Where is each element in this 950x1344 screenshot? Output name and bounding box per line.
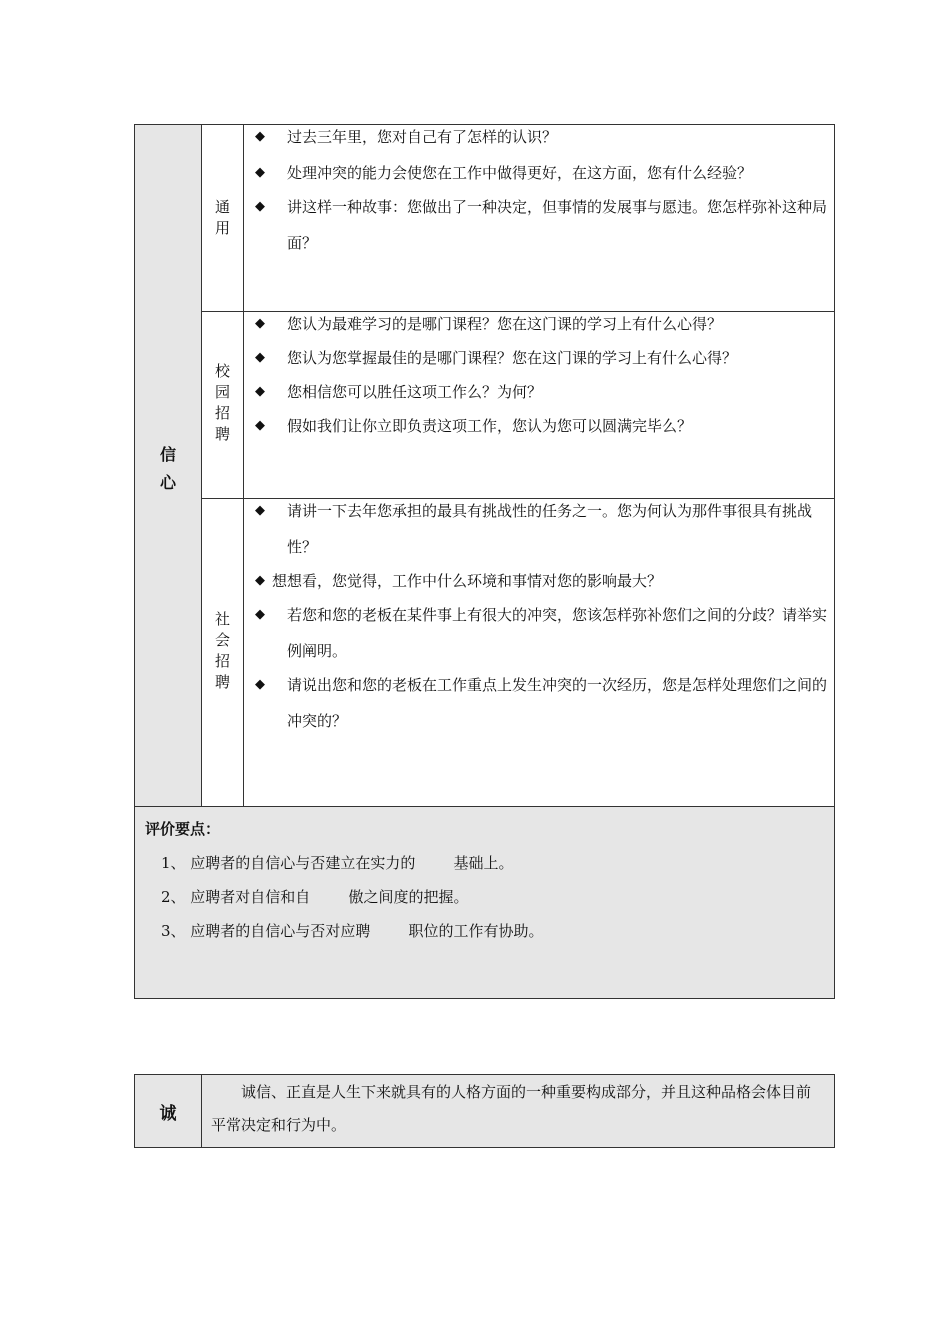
integrity-table (134, 1074, 835, 1148)
question-text: 请讲一下去年您承担的最具有挑战性的任务之一。您为何认为那件事很具有挑战性？ (287, 502, 813, 556)
question-text: 处理冲突的能力会使您在工作中做得更好，在这方面，您有什么经验？ (287, 164, 753, 182)
diamond-bullet-icon: ◆ (255, 384, 265, 399)
diamond-bullet-icon: ◆ (255, 316, 265, 331)
evaluation-title: 评价要点： (145, 820, 221, 838)
diamond-bullet-icon: ◆ (255, 573, 265, 588)
category-label: 诚 (159, 1104, 177, 1124)
diamond-bullet-icon: ◆ (255, 677, 265, 692)
diamond-bullet-icon: ◆ (255, 607, 265, 622)
question-cell-general (244, 125, 834, 312)
integrity-description: 诚信、正直是人生下来就具有的人格方面的一种重要构成部分，并且这种品格会体目前平常决定和行为中。 (211, 1083, 812, 1134)
confidence-question-table (134, 124, 835, 999)
question-cell-campus (244, 312, 834, 499)
question-text: 请说出您和您的老板在工作重点上发生冲突的一次经历，您是怎样处理您们之间的冲突的？ (287, 676, 828, 730)
subcategory-label: 通 用 (214, 198, 230, 237)
subcategory-cell-general (202, 125, 244, 312)
question-text: 讲这样一种故事：您做出了一种决定，但事情的发展事与愿违。您怎样弥补这种局面？ (287, 198, 828, 252)
subcategory-cell-social (202, 499, 244, 806)
diamond-bullet-icon: ◆ (255, 199, 265, 214)
diamond-bullet-icon: ◆ (255, 129, 265, 144)
evaluation-point: 2、 应聘者对自信和自 傲之间度的把握。 (161, 888, 469, 906)
question-text: 若您和您的老板在某件事上有很大的冲突，您该怎样弥补您们之间的分歧？请举实例阐明。 (287, 606, 828, 660)
diamond-bullet-icon: ◆ (255, 350, 265, 365)
category-cell-confidence (135, 125, 202, 806)
category-cell-integrity (135, 1075, 202, 1147)
question-text: 您相信您可以胜任这项工作么？为何？ (287, 383, 543, 401)
diamond-bullet-icon: ◆ (255, 165, 265, 180)
question-text: 过去三年里，您对自己有了怎样的认识？ (287, 128, 558, 146)
question-text: 您认为最难学习的是哪门课程？您在这门课的学习上有什么心得？ (287, 315, 723, 333)
evaluation-points-cell (135, 806, 834, 998)
subcategory-label: 校 园 招 聘 (214, 362, 230, 443)
subcategory-label: 社 会 招 聘 (214, 610, 230, 691)
diamond-bullet-icon: ◆ (255, 418, 265, 433)
category-label: 信 心 (159, 445, 176, 492)
question-cell-social (244, 499, 834, 806)
evaluation-point: 3、 应聘者的自信心与否对应聘 职位的工作有协助。 (161, 922, 544, 940)
question-text: 您认为您掌握最佳的是哪门课程？您在这门课的学习上有什么心得？ (287, 349, 738, 367)
question-text: 假如我们让你立即负责这项工作，您认为您可以圆满完毕么？ (287, 417, 693, 435)
question-text: 想想看，您觉得，工作中什么环境和事情对您的影响最大？ (272, 572, 663, 590)
diamond-bullet-icon: ◆ (255, 503, 265, 518)
subcategory-cell-campus (202, 312, 244, 499)
evaluation-point: 1、 应聘者的自信心与否建立在实力的 基础上。 (161, 854, 514, 872)
